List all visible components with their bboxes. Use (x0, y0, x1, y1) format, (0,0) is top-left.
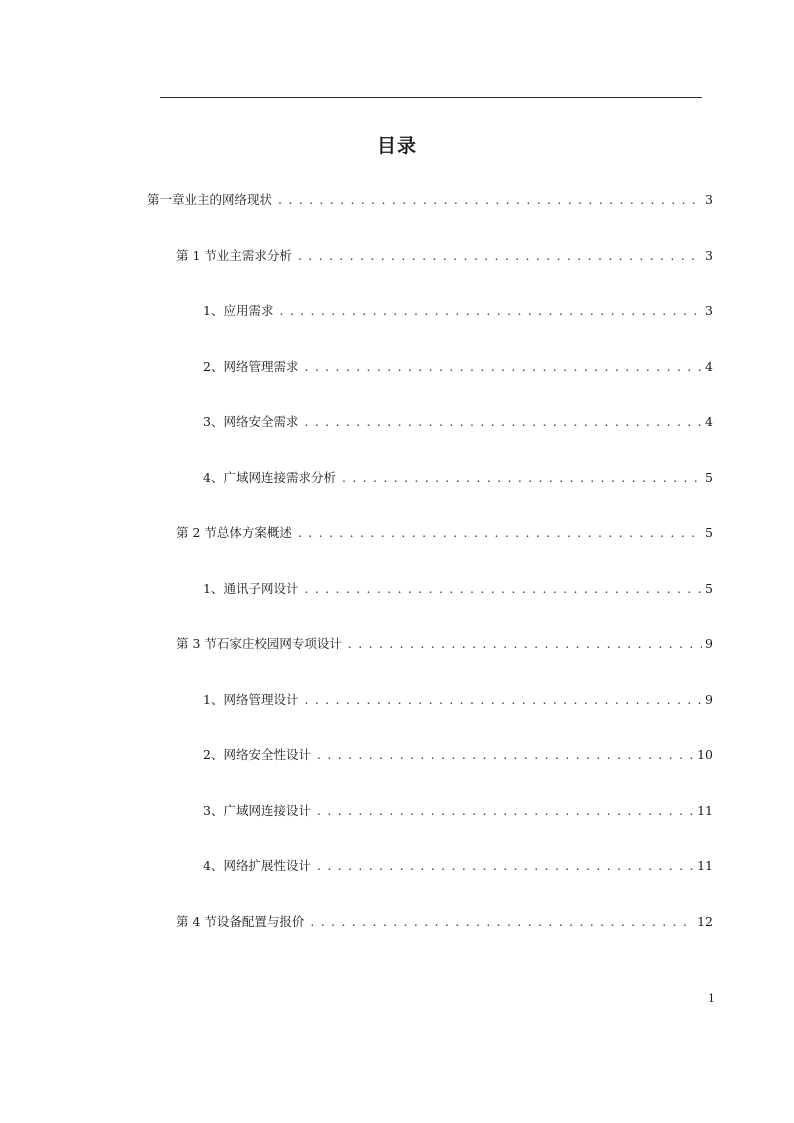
toc-entry-number: 1、 (203, 691, 224, 707)
dot-leader (348, 636, 702, 652)
toc-entry[interactable] (203, 581, 713, 597)
toc-entry-page: 9 (705, 636, 713, 651)
toc-entry-label: 设备配置与报价 (216, 913, 305, 929)
toc-entry-label: 应用需求 (223, 303, 274, 318)
dot-leader (298, 525, 702, 541)
toc-entry-page: 10 (697, 747, 713, 762)
toc-entry-number: 3、 (203, 802, 224, 818)
toc-entry-label: 广域网连接需求分析 (223, 469, 336, 485)
toc-entry-page: 3 (705, 303, 713, 318)
toc-entry-label: 网络扩展性设计 (223, 858, 311, 873)
toc-entry-label: 网络管理需求 (223, 358, 299, 374)
dot-leader (304, 414, 702, 430)
toc-entry-label: 业主需求分析 (216, 247, 292, 263)
toc-entry[interactable] (176, 525, 713, 541)
toc-entry-label: 石家庄校园网专项设计 (216, 636, 342, 651)
toc-entry-number: 1、 (203, 303, 224, 318)
toc-entry[interactable] (176, 636, 713, 652)
dot-leader (310, 914, 694, 930)
toc-entry-page: 3 (705, 247, 713, 263)
toc-entry-page: 9 (705, 691, 713, 707)
toc-entry-number: 2、 (203, 747, 224, 762)
dot-leader (317, 858, 694, 874)
toc-entry-number: 3、 (203, 414, 224, 429)
toc-entry-page: 4 (705, 414, 713, 429)
toc-entry-number: 第 2 节 (176, 525, 217, 540)
toc-entry-page: 3 (705, 192, 713, 207)
toc-entry-number: 第一章 (147, 192, 185, 207)
toc-entry-label: 网络安全性设计 (223, 747, 311, 762)
dot-leader (304, 692, 702, 708)
toc-entry[interactable] (203, 359, 713, 375)
toc-entry[interactable] (176, 248, 713, 264)
dot-leader (317, 747, 694, 763)
toc-entry-page: 4 (705, 358, 713, 374)
toc-entry-label: 总体方案概述 (216, 525, 292, 540)
toc-entry-number: 4、 (203, 469, 224, 485)
dot-leader (278, 192, 702, 208)
toc-entry-page: 11 (697, 858, 713, 873)
toc-entry[interactable] (147, 192, 713, 208)
toc-entry-label: 广域网连接设计 (223, 802, 311, 818)
toc-entry[interactable] (203, 692, 713, 708)
toc-entry-label: 业主的网络现状 (184, 192, 273, 207)
toc-entry-page: 5 (705, 469, 713, 485)
page-number: 1 (708, 992, 715, 1005)
toc-entry-label: 网络管理设计 (223, 691, 299, 707)
toc-entry-page: 11 (697, 802, 713, 818)
toc-entry[interactable] (203, 303, 713, 319)
toc-entry-label: 网络安全需求 (223, 414, 299, 429)
toc-entry-number: 第 3 节 (176, 636, 217, 651)
dot-leader (304, 359, 702, 375)
dot-leader (298, 248, 702, 264)
toc-entry[interactable] (176, 914, 713, 930)
toc-entry[interactable] (203, 470, 713, 486)
toc-entry[interactable] (203, 747, 713, 763)
toc-entry-page: 5 (705, 525, 713, 540)
toc-entry[interactable] (203, 803, 713, 819)
dot-leader (304, 581, 702, 597)
toc-entry-number: 2、 (203, 358, 224, 374)
toc-entry-number: 1、 (203, 580, 224, 596)
dot-leader (317, 803, 694, 819)
toc-entry-number: 第 4 节 (176, 913, 217, 929)
toc-entry[interactable] (203, 858, 713, 874)
dot-leader (279, 303, 702, 319)
toc-entry-page: 12 (697, 913, 713, 929)
toc-entry-number: 第 1 节 (176, 247, 217, 263)
toc-entry-number: 4、 (203, 858, 224, 873)
header-rule (160, 97, 702, 98)
dot-leader (342, 470, 702, 486)
toc-entry-label: 通讯子网设计 (223, 580, 299, 596)
toc-entry[interactable] (203, 414, 713, 430)
page-title: 目录 (376, 135, 417, 157)
toc-entry-page: 5 (705, 580, 713, 596)
